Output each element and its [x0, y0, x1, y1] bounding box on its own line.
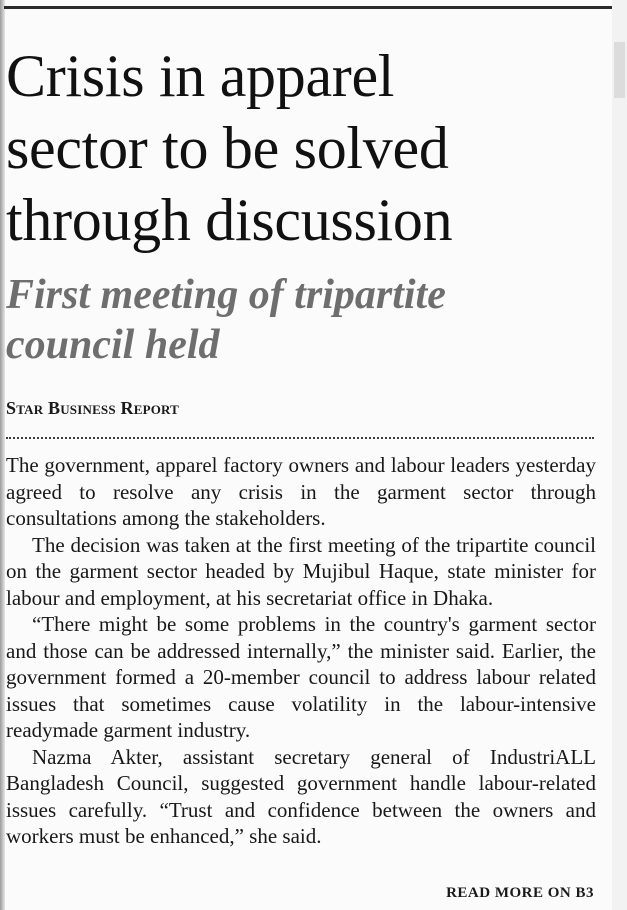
dotted-divider — [6, 437, 594, 439]
right-margin — [612, 0, 627, 910]
adjacent-column-fragment — [614, 42, 625, 98]
article-paragraph: The government, apparel factory owners and labour leaders yesterday agreed to resolve any crisis in the garment sector through consultations among the stakeholders. — [6, 453, 596, 530]
subheadline — [6, 270, 610, 370]
headline — [6, 40, 610, 256]
byline: Star Business Report — [6, 398, 180, 418]
subheadline-line: council held — [6, 322, 220, 368]
article-paragraph: The decision was taken at the first meeting of the tripartite council on the garment sector headed by Mujibul Haque, state minister for labour and employment, at his secretariat office in Dhaka. — [6, 532, 596, 610]
headline-line: sector to be solved — [6, 115, 449, 181]
article-body — [6, 452, 596, 850]
article-paragraph: Nazma Akter, assistant secretary general of IndustriALL Bangladesh Council, suggested government handle labour-related issues carefully. “Trust and confidence between the owners and workers must be enhanced,” she said. — [6, 744, 596, 848]
top-rule — [4, 6, 612, 9]
read-more-link[interactable]: READ MORE ON B3 — [446, 885, 594, 901]
page-left-edge — [0, 0, 5, 910]
headline-line: Crisis in apparel — [6, 43, 395, 109]
subheadline-line: First meeting of tripartite — [6, 272, 446, 318]
article-paragraph: “There might be some problems in the country's garment sector and those can be addressed internally,” the minister said. Earlier, the government formed a 20-member council to address labour related issues that sometimes cause volatility in the labour-intensive readymade garment industry. — [6, 612, 596, 742]
headline-line: through discussion — [6, 187, 453, 253]
